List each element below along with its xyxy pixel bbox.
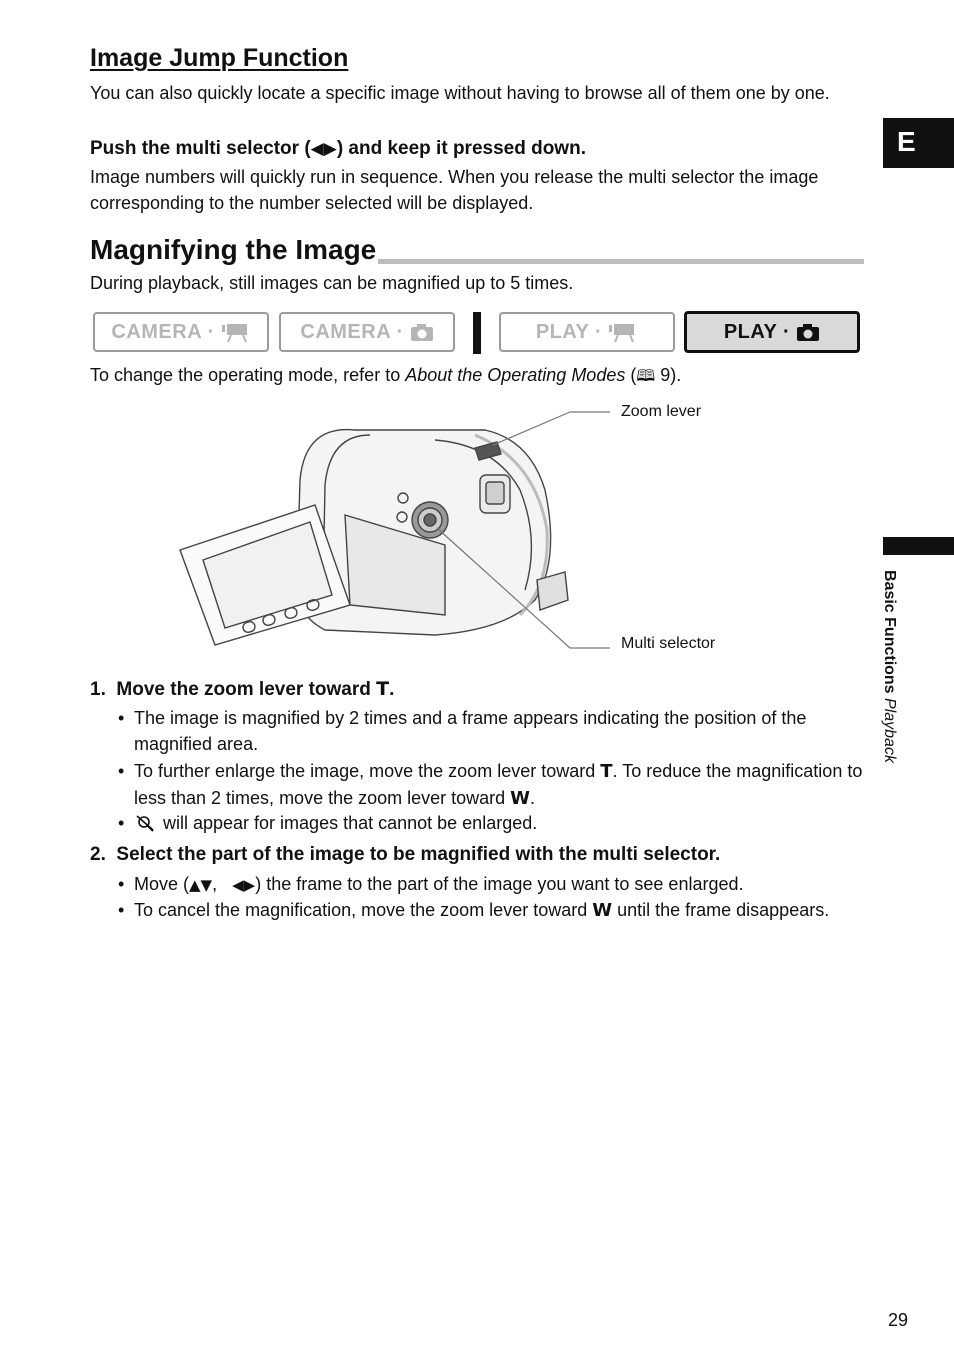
- still-camera-icon: [796, 322, 820, 342]
- section-tab-bar: [883, 537, 954, 555]
- mode-separator: [473, 312, 481, 354]
- left-right-arrows-icon: ◀▶: [232, 876, 256, 894]
- no-zoom-icon: [134, 814, 158, 832]
- step-text: Move the zoom lever toward: [116, 679, 377, 700]
- camcorder-illustration: [175, 400, 635, 660]
- magnify-intro: During playback, still images can be magnified up to 5 times.: [90, 273, 574, 293]
- still-camera-icon: [410, 322, 434, 342]
- mode-label: CAMERA ·: [300, 320, 404, 343]
- image-jump-instruction: [90, 136, 865, 162]
- left-right-arrows-icon: ◀▶: [310, 139, 337, 159]
- language-letter: E: [897, 126, 916, 157]
- mode-camera-movie: [93, 312, 269, 352]
- bullet-dot: •: [118, 813, 125, 833]
- label-multi-selector: Multi selector: [621, 635, 716, 652]
- bullet-dot: •: [118, 874, 125, 894]
- bullet-text: To further enlarge the image, move the zoom lever toward: [134, 761, 601, 781]
- step-number: 1.: [90, 679, 106, 700]
- mode-label: PLAY ·: [535, 320, 603, 343]
- bullet-dot: •: [118, 761, 125, 781]
- bullet-text: ) the frame to the part of the image you want to see enlarged.: [255, 874, 744, 894]
- mode-play-movie: [499, 312, 675, 352]
- key-w: W: [592, 900, 613, 921]
- mode-note-page: 9).: [655, 365, 682, 385]
- bullet-text: The image is magnified by 2 times and a frame appears indicating the position of the magnified area.: [134, 708, 807, 754]
- step1-bullet-2: [118, 758, 864, 812]
- step2-bullet-2: [118, 897, 864, 924]
- bullet-text: To cancel the magnification, move the zoom lever toward: [134, 900, 593, 920]
- bullet-dot: •: [118, 900, 125, 920]
- key-t: T: [376, 678, 390, 700]
- mode-label: CAMERA ·: [111, 320, 215, 343]
- image-jump-intro: You can also quickly locate a specific image without having to browse all of them one by one.: [90, 83, 830, 103]
- movie-icon: [608, 321, 638, 343]
- section-title-image-jump: Image Jump Function: [90, 44, 349, 72]
- bullet-text: Move (: [134, 874, 190, 894]
- bullet-text: until the frame disappears.: [612, 900, 830, 920]
- mode-note-pre: To change the operating mode, refer to: [90, 365, 406, 385]
- bullet-text: .: [530, 788, 536, 808]
- book-icon: 🕮: [636, 366, 656, 385]
- language-tab: [883, 118, 954, 168]
- key-w: W: [510, 788, 531, 809]
- bullet-dot: •: [118, 708, 125, 728]
- step-1: [90, 678, 394, 701]
- mode-label: PLAY ·: [723, 320, 791, 343]
- section-title-magnify: Magnifying the Image: [90, 234, 377, 265]
- mode-note-ref: About the Operating Modes: [405, 365, 626, 385]
- step-text: Select the part of the image to be magnified with the multi selector.: [116, 844, 721, 865]
- operating-mode-bar: [93, 312, 863, 354]
- side-section-label: [879, 570, 899, 763]
- step1-bullet-1: [118, 705, 864, 757]
- bullet-text: will appear for images that cannot be enlarged.: [158, 813, 538, 833]
- step-number: 2.: [90, 844, 106, 865]
- image-jump-body: Image numbers will quickly run in sequence. When you release the multi selector the image corresponding to the number selected will be displayed.: [90, 167, 819, 213]
- side-section: Basic Functions: [881, 570, 898, 694]
- bullet-text: ,: [212, 874, 223, 894]
- instruction-post: ) and keep it pressed down.: [336, 138, 586, 159]
- bullet-text: . To reduce the magnification to less than 2 times, move the zoom lever toward: [134, 761, 863, 808]
- mode-play-still-active: [684, 311, 860, 353]
- page-number: 29: [887, 1310, 908, 1330]
- step-text-end: .: [389, 679, 395, 700]
- mode-camera-still: [279, 312, 455, 352]
- step-2: [90, 844, 720, 866]
- step1-bullet-3: [118, 810, 864, 836]
- label-zoom-lever: Zoom lever: [621, 403, 702, 420]
- side-subsection: Playback: [881, 698, 898, 763]
- mode-note-post: (: [625, 365, 637, 385]
- movie-icon: [221, 321, 251, 343]
- instruction-pre: Push the multi selector (: [90, 138, 311, 159]
- key-t: T: [600, 761, 613, 782]
- step2-bullet-1: [118, 871, 864, 898]
- mode-note: [90, 362, 681, 389]
- up-down-arrows-icon: ▲▼: [189, 876, 213, 894]
